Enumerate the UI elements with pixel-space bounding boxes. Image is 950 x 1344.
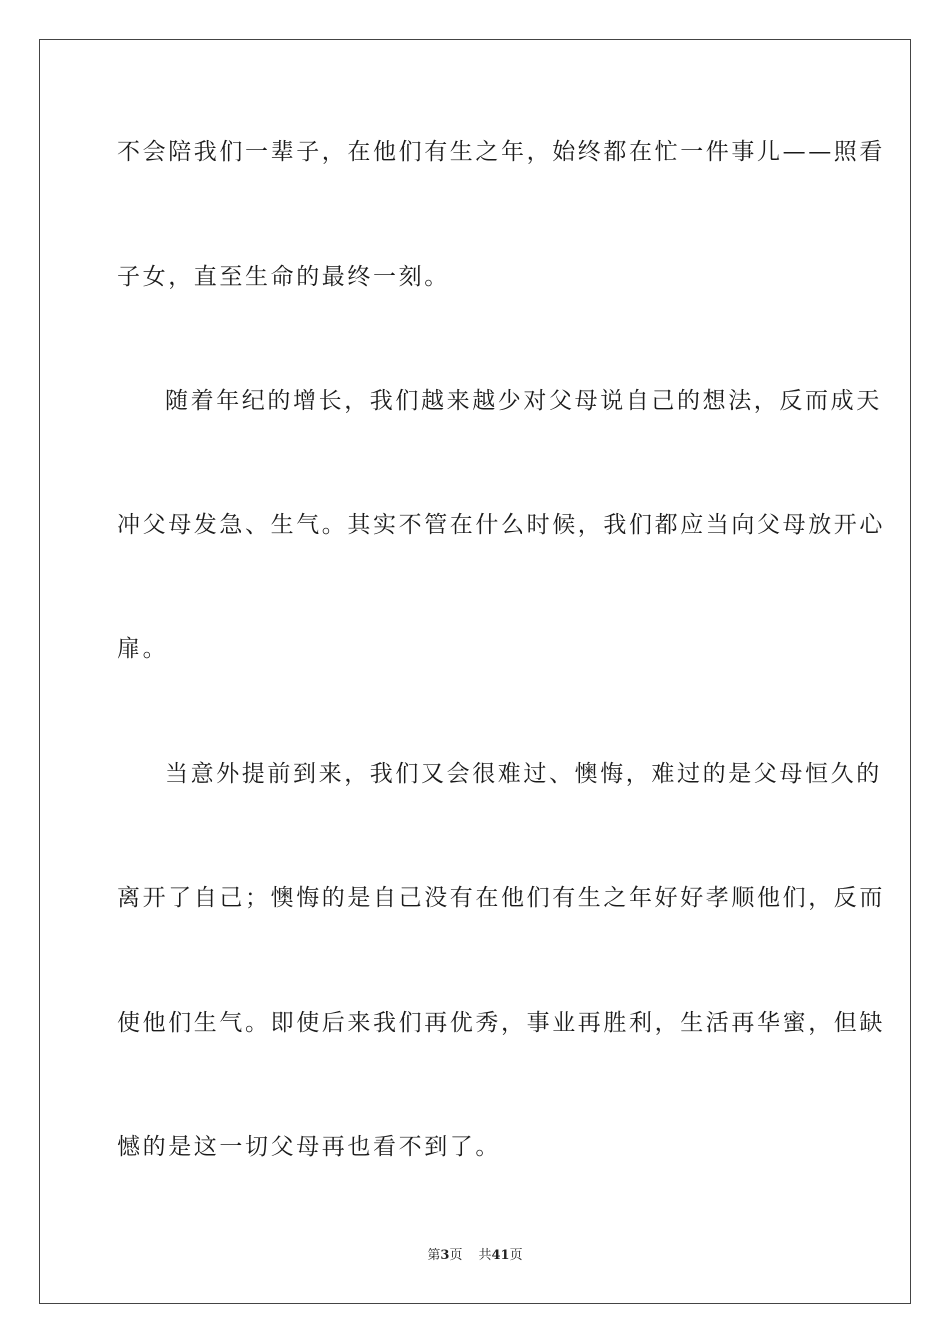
text-line: 离开了自己；懊悔的是自己没有在他们有生之年好好孝顺他们，反而 — [117, 885, 885, 911]
total-label-prefix: 共 — [478, 1248, 492, 1263]
page-footer — [0, 1247, 950, 1265]
paragraph-start-line: 当意外提前到来，我们又会很难过、懊悔，难过的是父母恒久的 — [165, 761, 882, 787]
text-line: 冲父母发急、生气。其实不管在什么时候，我们都应当向父母放开心 — [117, 512, 885, 538]
paragraph-start-line: 随着年纪的增长，我们越来越少对父母说自己的想法，反而成天 — [165, 388, 882, 414]
text-line: 扉。 — [117, 636, 169, 662]
total-pages: 41 — [491, 1248, 510, 1263]
page-label-suffix: 页 — [449, 1248, 463, 1263]
text-line: 子女，直至生命的最终一刻。 — [117, 264, 450, 290]
page-label-prefix: 第 — [427, 1248, 441, 1263]
page-number: 3 — [440, 1248, 450, 1263]
page-border — [39, 39, 911, 1304]
text-line: 使他们生气。即使后来我们再优秀，事业再胜利，生活再华蜜，但缺 — [117, 1010, 885, 1036]
text-line: 不会陪我们一辈子，在他们有生之年，始终都在忙一件事儿——照看 — [117, 139, 885, 165]
text-line: 憾的是这一切父母再也看不到了。 — [117, 1134, 501, 1160]
total-label-suffix: 页 — [509, 1248, 523, 1263]
